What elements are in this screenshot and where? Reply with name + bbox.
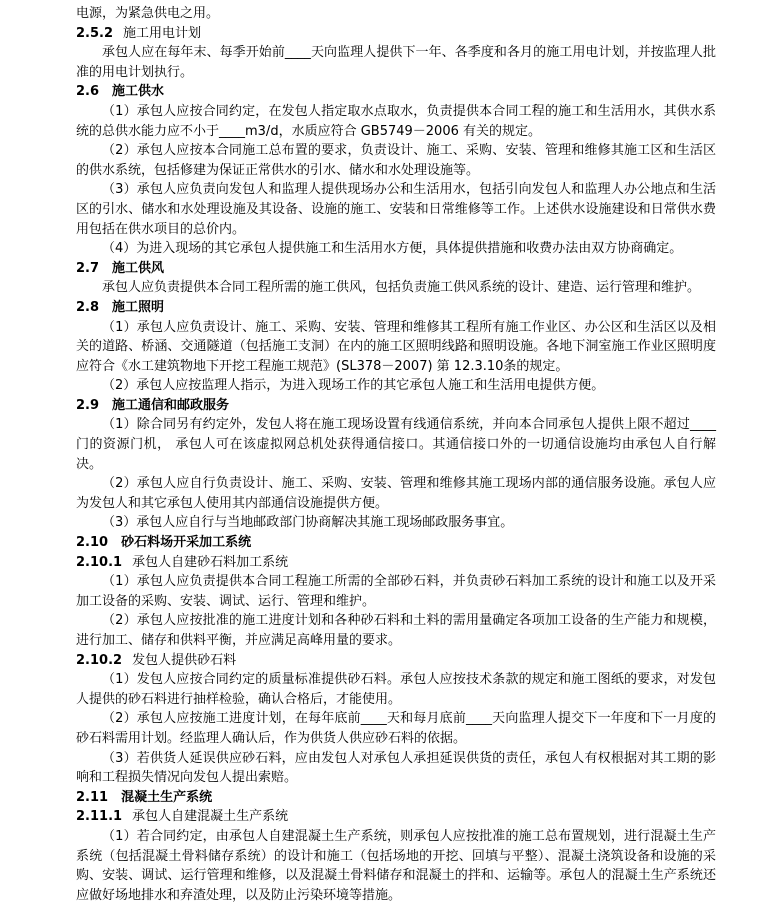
- document-page: [76, 4, 716, 905]
- body-paragraph: （3）承包人应负责向发包人和监理人提供现场办公和生活用水，包括引向发包人和监理人办公地点和生活区的引水、储水和水处理设施及其设备、设施的施工、安装和日常维修等工作。上述供水设施建设和日常供水费用包括在供水项目的总价内。: [76, 182, 716, 237]
- section-heading: 2.11 混凝土生产系统: [76, 789, 213, 805]
- body-paragraph: （2）承包人应按批准的施工进度计划和各种砂石料和土料的需用量确定各项加工设备的生产能力和规模，进行加工、储存和供料平衡，并应满足高峰用量的要求。: [76, 613, 716, 648]
- subsection-heading: [76, 24, 716, 44]
- subsection-title: 承包人自建砂石料加工系统: [132, 554, 289, 570]
- subsection-number: 2.10.2: [76, 652, 123, 668]
- subsection-heading: [76, 553, 716, 573]
- subsection-number: 2.11.1: [76, 809, 123, 825]
- continued-text: 电源，为紧急供电之用。: [76, 6, 220, 21]
- section-heading: 2.6 施工供水: [76, 84, 165, 100]
- body-paragraph: 承包人应负责提供本合同工程所需的施工供风，包括负责施工供风系统的设计、建造、运行管理和维护。: [102, 280, 701, 296]
- body-paragraph: （1）除合同另有约定外，发包人将在施工现场设置有线通信系统，并向本合同承包人提供上限不超过____门的资源门机， 承包人可在该虚拟网总机处获得通信接口。其通信接口外的一切通信设施均由承包人自行解决。: [76, 417, 716, 472]
- body-paragraph: （1）承包人应按合同约定，在发包人指定取水点取水，负责提供本合同工程的施工和生活用水，其供水系统的总供水能力应不小于____m3/d，水质应符合 GB5749－2006 有关的规定。: [76, 103, 716, 139]
- body-paragraph: （2）承包人应按本合同施工总布置的要求，负责设计、施工、采购、安装、管理和维修其施工区和生活区的供水系统，包括修建为保证正常供水的引水、储水和水处理设施等。: [76, 143, 716, 178]
- subsection-title: 施工用电计划: [123, 25, 202, 41]
- body-paragraph: （1）发包人应按合同约定的质量标准提供砂石料。承包人应按技术条款的规定和施工图纸的要求，对发包人提供的砂石料进行抽样检验，确认合格后，才能使用。: [76, 672, 716, 707]
- subsection-number: 2.10.1: [76, 554, 123, 570]
- section-heading: 2.9 施工通信和邮政服务: [76, 397, 230, 413]
- subsection-number: 2.5.2: [76, 25, 114, 41]
- section-heading: 2.8 施工照明: [76, 299, 165, 315]
- body-paragraph: （2）承包人应自行负责设计、施工、采购、安装、管理和维修其施工现场内部的通信服务设施。承包人应为发包人和其它承包人使用其内部通信设施提供方便。: [76, 476, 716, 511]
- subsection-title: 发包人提供砂石料: [132, 652, 237, 668]
- body-paragraph: （1）承包人应负责提供本合同工程施工所需的全部砂石料，并负责砂石料加工系统的设计和施工以及开采加工设备的采购、安装、调试、运行、管理和维护。: [76, 574, 716, 609]
- body-paragraph: 承包人应在每年末、每季开始前____天向监理人提供下一年、各季度和各月的施工用电计划，并按监理人批准的用电计划执行。: [76, 45, 716, 80]
- subsection-heading: [76, 807, 716, 827]
- section-heading: 2.10 砂石料场开采加工系统: [76, 535, 252, 551]
- body-paragraph: （2）承包人应按监理人指示，为进入现场工作的其它承包人施工和生活用电提供方便。: [102, 378, 605, 394]
- subsection-heading: [76, 651, 716, 671]
- subsection-title: 承包人自建混凝土生产系统: [132, 809, 289, 825]
- body-paragraph: （4）为进入现场的其它承包人提供施工和生活用水方便，具体提供措施和收费办法由双方协商确定。: [102, 241, 683, 257]
- body-paragraph: （1）若合同约定，由承包人自建混凝土生产系统，则承包人应按批准的施工总布置规划，进行混凝土生产系统（包括混凝土骨料储存系统）的设计和施工（包括场地的开挖、回填与平整）、混凝土浇筑设备和设施的采购、安装、调试、运行管理和维修，以及混凝土骨料储存和混凝土的拌和、运输等。承包人的混凝土生产系统还应做好场地排水和弃渣处理，以及防止污染环境等措施。: [76, 828, 716, 903]
- body-paragraph: （1）承包人应负责设计、施工、采购、安装、管理和维修其工程所有施工作业区、办公区和生活区以及相关的道路、桥涵、交通隧道（包括施工支洞）在内的施工区照明线路和照明设施。各地下洞室施工作业区照明度应符合《水工建筑物地下开挖工程施工规范》(SL378－2007) 第 12.3.10条的规定。: [76, 319, 716, 374]
- body-paragraph: （3）承包人应自行与当地邮政部门协商解决其施工现场邮政服务事宜。: [102, 515, 514, 531]
- body-paragraph: （3）若供货人延误供应砂石料，应由发包人对承包人承担延误供货的责任，承包人有权根据对其工期的影响和工程损失情况向发包人提出索赔。: [76, 750, 716, 786]
- section-heading: 2.7 施工供风: [76, 260, 165, 276]
- body-paragraph: （2）承包人应按施工进度计划，在每年底前____天和每月底前____天向监理人提交下一年度和下一月度的砂石料需用计划。经监理人确认后，作为供货人供应砂石料的依据。: [76, 711, 716, 746]
